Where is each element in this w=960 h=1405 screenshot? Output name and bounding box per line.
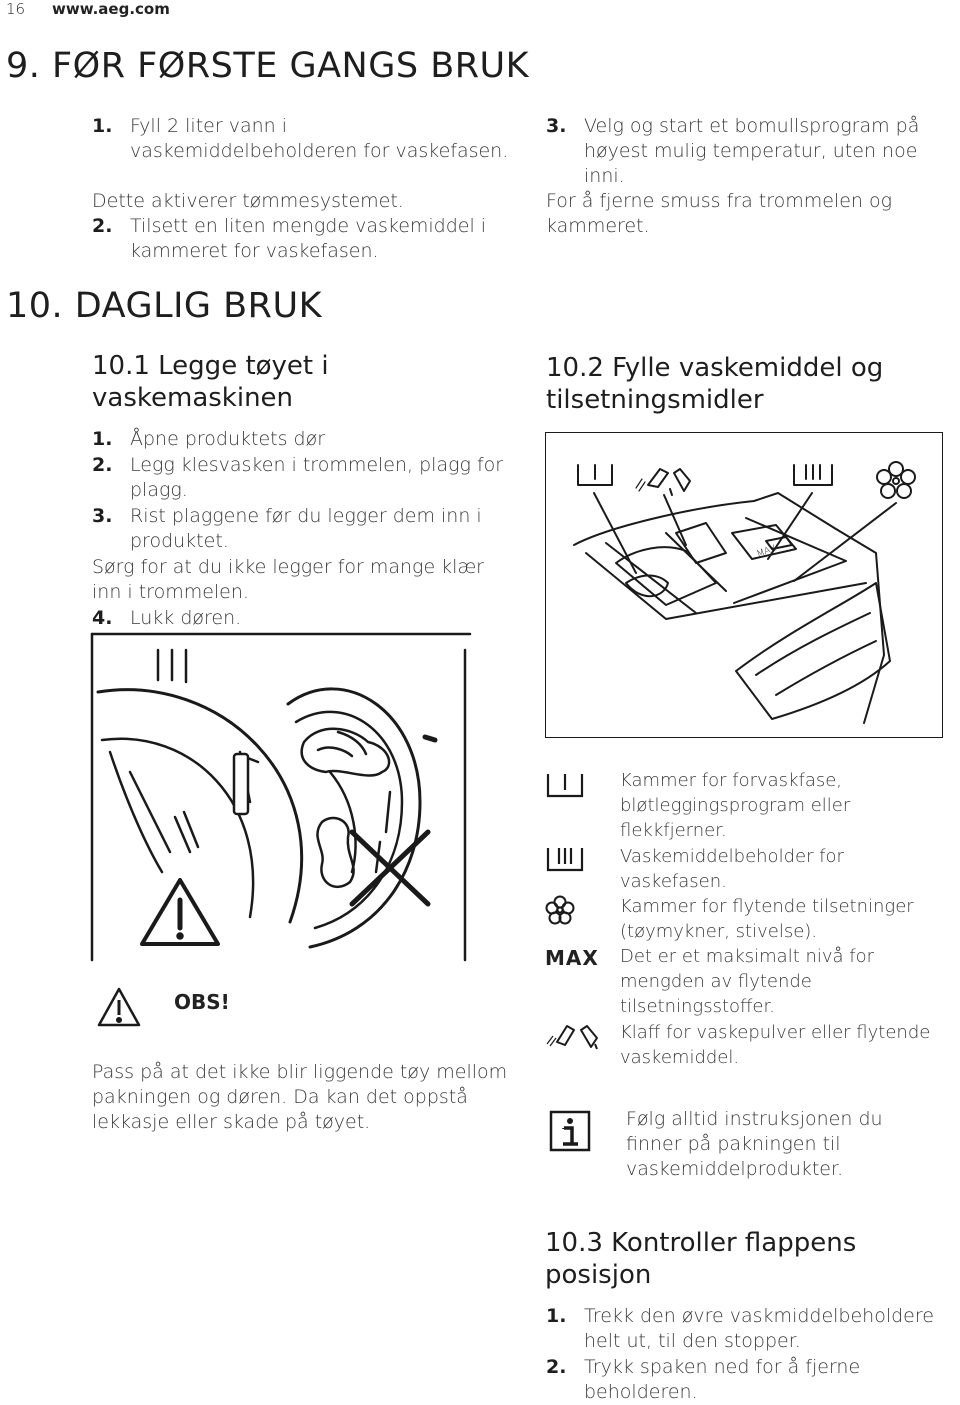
- s103-step-1: [546, 1304, 958, 1354]
- s101-step-3-note: Sørg for at du ikke legger for mange klær inn i trommelen.: [92, 556, 484, 603]
- step-number: 2.: [546, 1356, 567, 1378]
- prewash-symbol-icon: [578, 465, 612, 485]
- washing-machine-door-figure: [90, 632, 480, 962]
- warning-text: Pass på at det ikke blir liggende tøy mellom pakningen og døren. Da kan det oppstå lekkasje eller skade på tøyet.: [92, 1061, 508, 1133]
- step-number: 3.: [546, 115, 567, 137]
- step-text: Lukk døren.: [130, 607, 242, 629]
- legend-main-wash-text: Vaskemiddelbeholder for vaskefasen.: [620, 846, 844, 892]
- softener-flower-icon: [545, 895, 575, 925]
- step-text: Tilsett en liten mengde vaskemiddel i kammeret for vaskefasen.: [130, 215, 487, 262]
- main-wash-compartment-icon: [545, 844, 585, 874]
- step-number: 1.: [92, 115, 113, 137]
- warning-title: OBS!: [174, 990, 230, 1014]
- subsection-10-3-title: 10.3 Kontroller flappens posisjon: [545, 1228, 857, 1290]
- flap-powder-liquid-icon: [545, 1020, 605, 1050]
- step-number: 1.: [546, 1305, 567, 1327]
- warning-icon: [96, 985, 142, 1031]
- legend-flap-text: Klaff for vaskepulver eller flytende vaskemiddel.: [620, 1022, 931, 1068]
- s101-step-3: [92, 504, 512, 554]
- legend-max-text: Det er et maksimalt nivå for mengden av flytende tilsetningsstoffer.: [620, 946, 875, 1017]
- s101-step-1: [92, 427, 512, 452]
- step-text: Velg og start et bomullsprogram på høyest mulig temperatur, uten noe inni.: [584, 115, 920, 187]
- step-text: Fyll 2 liter vann i vaskemiddelbeholderen for vaskefasen.: [130, 115, 509, 162]
- main-wash-symbol-icon: [794, 465, 832, 485]
- softener-symbol-icon: [877, 462, 915, 498]
- s9-step-1-note: Dette aktiverer tømmesystemet.: [92, 190, 404, 212]
- step-text: Legg klesvasken i trommelen, plagg for plagg.: [130, 454, 504, 501]
- legend-prewash-text: Kammer for forvaskfase, bløtleggingsprogram eller flekkfjerner.: [620, 770, 851, 841]
- subsection-10-1-title: 10.1 Legge tøyet i vaskemaskinen: [92, 351, 329, 413]
- step-number: 3.: [92, 505, 113, 527]
- step-number: 4.: [92, 607, 113, 629]
- page-number: 16: [6, 0, 26, 18]
- section-10-title: 10. DAGLIG BRUK: [6, 286, 323, 326]
- legend-softener-text: Kammer for flytende tilsetninger (tøymykner, stivelse).: [620, 896, 914, 942]
- step-number: 1.: [92, 428, 113, 450]
- flap-symbol-icon: [636, 469, 690, 495]
- s9-step-3: [546, 114, 956, 189]
- site-url[interactable]: www.aeg.com: [52, 0, 170, 18]
- section-9-title: 9. FØR FØRSTE GANGS BRUK: [6, 46, 530, 86]
- step-text: Trykk spaken ned for å fjerne beholderen.: [584, 1356, 861, 1403]
- step-number: 2.: [92, 215, 113, 237]
- step-text: Åpne produktets dør: [130, 428, 326, 450]
- step-text: Rist plaggene før du legger dem inn i produktet.: [130, 505, 482, 552]
- s9-step-3-note: For å fjerne smuss fra trommelen og kammeret.: [546, 190, 893, 237]
- s101-step-4: [92, 606, 512, 631]
- step-number: 2.: [92, 454, 113, 476]
- prewash-compartment-icon: [545, 770, 585, 800]
- drawer-max-marking: MAX: [755, 543, 778, 560]
- max-label: MAX: [545, 946, 599, 970]
- s9-step-2: [92, 214, 512, 264]
- s9-step-1: [92, 114, 512, 164]
- subsection-10-2-title: 10.2 Fylle vaskemiddel og tilsetningsmidler: [546, 353, 884, 415]
- info-text: Følg alltid instruksjonen du finner på pakningen til vaskemiddelprodukter.: [626, 1108, 883, 1180]
- s101-step-2: [92, 453, 512, 503]
- s103-step-2: [546, 1355, 958, 1405]
- info-icon: [549, 1110, 591, 1152]
- step-text: Trekk den øvre vaskmiddelbeholdere helt ut, til den stopper.: [584, 1305, 934, 1352]
- detergent-drawer-figure: [545, 432, 943, 738]
